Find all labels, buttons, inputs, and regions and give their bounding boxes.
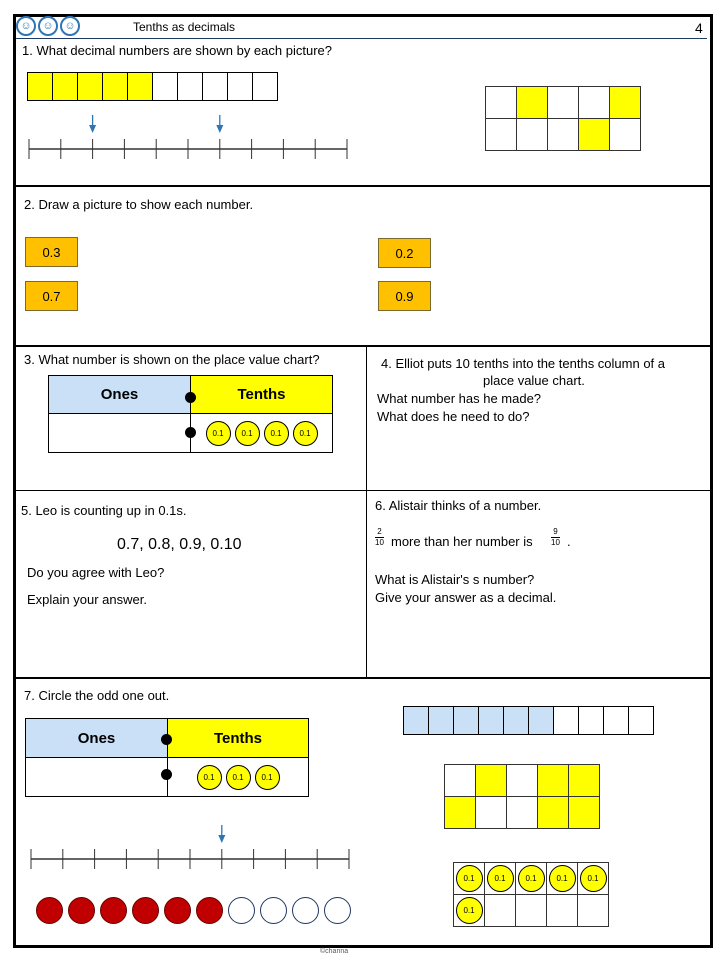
grid-cell <box>547 118 579 151</box>
numerator: 2 <box>375 527 384 538</box>
counter <box>100 897 127 924</box>
coin: 0.1 <box>255 765 280 790</box>
fraction <box>375 527 384 548</box>
grid-cell <box>485 118 517 151</box>
q7-text: 7. Circle the odd one out. <box>24 688 170 703</box>
arrow-marker <box>218 825 225 843</box>
q2-text: 2. Draw a picture to show each number. <box>24 197 254 212</box>
decimal-point <box>185 427 196 438</box>
q7-counters <box>36 897 356 929</box>
grid-cell <box>506 796 538 829</box>
counter <box>228 897 255 924</box>
header-divider <box>16 38 707 39</box>
grid-cell <box>578 86 610 119</box>
coin: 0.1 <box>293 421 318 446</box>
q1-tenths-bar <box>28 72 278 101</box>
q7-tenths-bar <box>404 706 654 735</box>
counter <box>292 897 319 924</box>
arrow-marker <box>89 115 96 133</box>
q6-question: What is Alistair's s number? <box>375 572 535 587</box>
fraction <box>551 527 560 548</box>
bar-cell <box>77 72 103 101</box>
q7-coin-grid <box>454 863 609 927</box>
grid-cell <box>578 118 610 151</box>
q5-question: Explain your answer. <box>27 592 147 607</box>
decimal-point <box>161 734 172 745</box>
counter <box>36 897 63 924</box>
ones-cell <box>48 413 191 453</box>
q6-text: more than her number is <box>391 534 533 549</box>
arrow-marker <box>216 115 223 133</box>
smiley-icon: ☺ <box>16 16 36 36</box>
divider <box>16 345 710 347</box>
grid-cell <box>506 764 538 797</box>
smiley-icon: ☺ <box>60 16 80 36</box>
divider <box>16 185 710 187</box>
q5-text: 5. Leo is counting up in 0.1s. <box>21 503 187 518</box>
bar-cell <box>177 72 203 101</box>
grid-cell <box>568 796 600 829</box>
q1-grid <box>486 87 641 151</box>
coin: 0.1 <box>549 865 576 892</box>
q7-number-line <box>30 825 350 870</box>
q6-text: . <box>567 534 571 549</box>
coin: 0.1 <box>487 865 514 892</box>
bar-cell <box>403 706 429 735</box>
grid-cell <box>546 862 578 895</box>
grid-cell <box>515 862 547 895</box>
bar-cell <box>603 706 629 735</box>
number-line-svg <box>30 825 352 870</box>
counter <box>196 897 223 924</box>
grid-cell <box>516 86 548 119</box>
bar-cell <box>578 706 604 735</box>
bar-cell <box>227 72 253 101</box>
bar-cell <box>27 72 53 101</box>
bar-cell <box>252 72 278 101</box>
grid-cell <box>546 894 578 927</box>
header-faces <box>16 16 82 36</box>
grid-cell <box>609 118 641 151</box>
q6-question: Give your answer as a decimal. <box>375 590 557 605</box>
grid-cell <box>485 86 517 119</box>
q7-grid <box>445 765 600 829</box>
q3-text: 3. What number is shown on the place value chart? <box>24 352 320 367</box>
grid-cell <box>515 894 547 927</box>
ones-cell <box>25 757 168 797</box>
tenths-cell <box>190 413 333 453</box>
tenths-header: Tenths <box>167 718 309 758</box>
number-line-svg <box>28 115 350 160</box>
bar-cell <box>102 72 128 101</box>
worksheet-title: Tenths as decimals <box>133 20 236 34</box>
ones-header: Ones <box>48 375 191 414</box>
bar-cell <box>428 706 454 735</box>
grid-cell <box>537 764 569 797</box>
q4-question: What number has he made? <box>377 391 542 406</box>
coin: 0.1 <box>518 865 545 892</box>
counter <box>260 897 287 924</box>
bar-cell <box>52 72 78 101</box>
q1-text: 1. What decimal numbers are shown by each picture? <box>22 43 332 58</box>
bar-cell <box>152 72 178 101</box>
ones-header: Ones <box>25 718 168 758</box>
q6-text: 6. Alistair thinks of a number. <box>375 498 542 513</box>
bar-cell <box>127 72 153 101</box>
grid-cell <box>475 764 507 797</box>
bar-cell <box>503 706 529 735</box>
coin: 0.1 <box>235 421 260 446</box>
bar-cell <box>478 706 504 735</box>
q4-text: 4. Elliot puts 10 tenths into the tenths column of a <box>381 356 666 371</box>
grid-cell <box>537 796 569 829</box>
number-box: 0.9 <box>378 281 431 311</box>
q4-text: place value chart. <box>483 373 585 388</box>
page-number: 4 <box>695 20 703 36</box>
grid-cell <box>516 118 548 151</box>
counter <box>324 897 351 924</box>
bar-cell <box>453 706 479 735</box>
q5-sequence: 0.7, 0.8, 0.9, 0.10 <box>117 536 242 553</box>
grid-cell <box>577 862 609 895</box>
bar-cell <box>553 706 579 735</box>
denominator: 10 <box>375 538 384 547</box>
grid-cell <box>577 894 609 927</box>
coin: 0.1 <box>456 897 483 924</box>
grid-cell <box>444 764 476 797</box>
counter <box>164 897 191 924</box>
grid-cell <box>484 862 516 895</box>
divider <box>16 490 710 491</box>
coin: 0.1 <box>226 765 251 790</box>
q1-number-line <box>28 115 348 160</box>
decimal-point <box>161 769 172 780</box>
bar-cell <box>628 706 654 735</box>
smiley-icon: ☺ <box>38 16 58 36</box>
tenths-cell <box>167 757 309 797</box>
grid-cell <box>568 764 600 797</box>
bar-cell <box>528 706 554 735</box>
grid-cell <box>453 862 485 895</box>
counter <box>68 897 95 924</box>
grid-cell <box>453 894 485 927</box>
grid-cell <box>475 796 507 829</box>
decimal-point <box>185 392 196 403</box>
footer-credit: ©channa <box>320 948 349 955</box>
number-box: 0.7 <box>25 281 78 311</box>
coin: 0.1 <box>456 865 483 892</box>
q5-question: Do you agree with Leo? <box>27 565 165 580</box>
grid-cell <box>444 796 476 829</box>
counter <box>132 897 159 924</box>
divider <box>16 677 710 679</box>
number-box: 0.2 <box>378 238 431 268</box>
bar-cell <box>202 72 228 101</box>
grid-cell <box>609 86 641 119</box>
divider <box>366 346 367 677</box>
denominator: 10 <box>551 538 560 547</box>
q4-question: What does he need to do? <box>377 409 530 424</box>
grid-cell <box>484 894 516 927</box>
grid-cell <box>547 86 579 119</box>
numerator: 9 <box>551 527 560 538</box>
number-box: 0.3 <box>25 237 78 267</box>
coin: 0.1 <box>264 421 289 446</box>
tenths-header: Tenths <box>190 375 333 414</box>
coin: 0.1 <box>197 765 222 790</box>
coin: 0.1 <box>206 421 231 446</box>
coin: 0.1 <box>580 865 607 892</box>
